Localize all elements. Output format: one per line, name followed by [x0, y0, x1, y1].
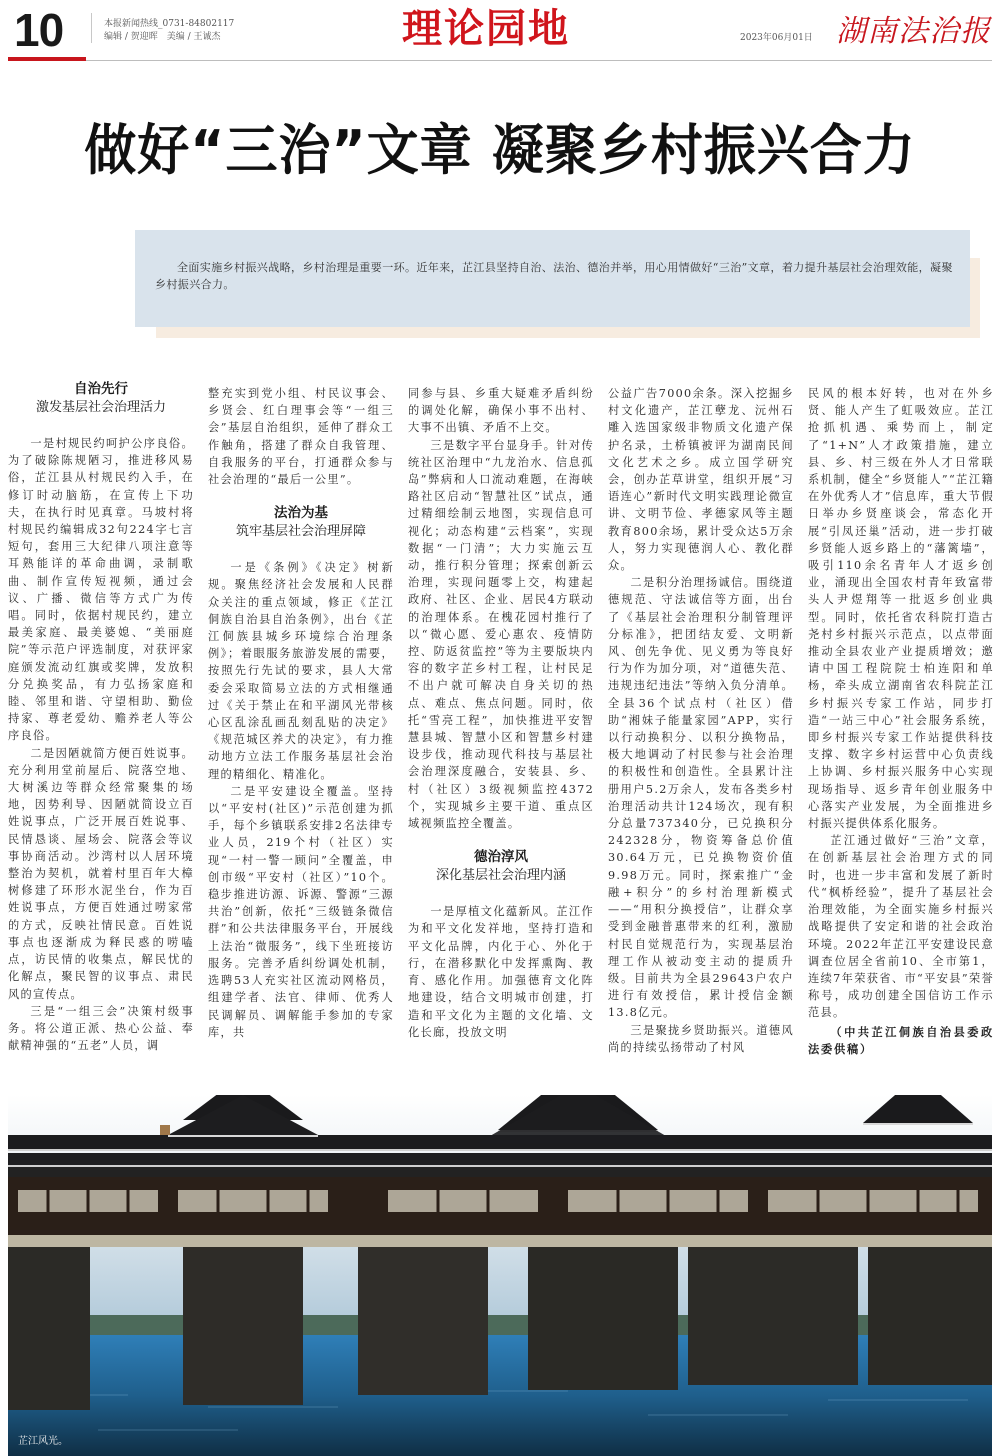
- section-subtitle: 筑牢基层社会治理屏障: [235, 524, 366, 540]
- article-headline: 做好“三治”文章 凝聚乡村振兴合力: [84, 119, 916, 183]
- section-heading-rule-of-law: [208, 504, 394, 541]
- section-title: 德治淳风: [474, 849, 528, 866]
- body-paragraph: 二是积分治理扬诚信。围绕道德规范、守法诚信等方面，出台了《基层社会治理积分制管理评分标准》，把团结友爱、文明新风、创先争优、见义勇为等良好行为作为加分项，对“道德失范、违规违纪违法”等纳入负分清单。全县36个试点村（社区）借助“湘妹子能量家园”APP，实行以行动换积分、以积分换物品，极大地调动了村民参与社会治理的积极性和创造性。全县累计注册用户5.2万余人，发布各类乡村治理活动共计124场次，现有积分总量737340分，已兑换积分242328分，物资筹备总价值30.64万元，已兑换物资价值9.98万元。同时，探索推广“金融+积分”的乡村治理新模式——“用积分换授信”，让群众享受到金融普惠带来的红利，激励村民自觉规范行为，实现基层治理工作从被动变主动的提质升级。目前共为全县29643户农户进行有效授信，累计授信金额13.8亿元。: [608, 576, 794, 1020]
- body-paragraph: 三是聚拢乡贤助振兴。道德风尚的持续弘扬带动了村风: [608, 1023, 794, 1054]
- article-column-2: [208, 385, 394, 1041]
- body-paragraph: 三是数字平台显身手。针对传统社区治理中“九龙治水、信息孤岛”弊病和人口流动难题，在海峡路社区启动“智慧社区”试点，通过精细绘制云地图，实现信息可视化；动态构建“云档案”，实现数据“一门清”；大力实施云互动，推行积分管理；探索创新云治理，实现问题零上交，构建起政府、社区、企业、居民4方联动的治理体系。在槐花园村推行了以“微心愿、爱心惠农、疫情防控、防返贫监控”等为主要版块内容的数字芷乡村工程，让村民足不出户就可解决自身关切的热点、难点、焦点问题。同时，依托“雪亮工程”，加快推进平安智慧县城、智慧小区和智慧乡村建设步伐，推动现代科技与基层社会治理深度融合，安装县、乡、村（社区）3级视频监控4372个，实现城乡主要干道、重点区域视频监控全覆盖。: [408, 438, 594, 831]
- body-paragraph: 公益广告7000余条。深入挖掘乡村文化遗产，芷江孽龙、沅州石雕入选国家级非物质文化遗产保护名录，土桥镇被评为湖南民间文化艺术之乡。成立国学研究会，创办芷草讲堂，组织开展“习语连心”新时代文明实践理论微宣讲、文明节俭、孝德家风等主题教育800余场，累计受众达5万余人，努力实现德润人心、教化群众。: [608, 387, 794, 573]
- article-column-3: [408, 385, 594, 1041]
- section-title: 理论园地: [402, 5, 570, 52]
- body-paragraph: 同参与县、乡重大疑难矛盾纠纷的调处化解，确保小事不出村、大事不出镇、矛盾不上交。: [408, 387, 594, 435]
- body-paragraph: 二是平安建设全覆盖。坚持以“平安村(社区)”示范创建为抓手，每个乡镇联系安排2名法律专业人员，219个村（社区）实现“一村一警一顾问”全覆盖，申创市级“平安村（社区）”10个。稳步推进访源、诉源、警源“三源共治”创新，依托“三级链条微信群”和公共法律服务平台，开展线上法治“微服务”，线下坐班接访服务。完善矛盾纠纷调处机制，选聘53人充实社区流动网格员，组建学者、法官、律师、优秀人民调解员、调解能手参加的专家库，共: [208, 784, 394, 1039]
- lead-box: [135, 230, 970, 327]
- article-column-1: [8, 380, 194, 1054]
- news-hotline: 本报新闻热线_0731-84802117: [104, 19, 235, 29]
- body-paragraph: 民风的根本好转，也对在外乡贤、能人产生了虹吸效应。芷江抢抓机遇、乘势而上，制定了“1+N”人才政策措施，建立县、乡、村三级在外人才日常联系机制，健全“乡贤能人”“芷江籍在外优秀人才”信息库，重大节假日举办乡贤座谈会，常态化开展“引凤还巢”活动，进一步打破乡贤能人返乡路上的“藩篱墙”，吸引110余名青年人才返乡创业，涌现出全国农村青年致富带头人尹煜翔等一批返乡创业典型。同时，依托省农科院打造古尧村乡村振兴示范点，以点带面推动全县农业产业提质增效；邀请中国工程院院士柏连阳和单杨，牵头成立湖南省农科院芷江乡村振兴专家工作站，同步打造“一站三中心”社会服务系统，即乡村振兴专家工作站提供科技支撑、数字乡村运营中心负责线上协调、乡村振兴服务中心实现现场指导、返乡青年创业服务中心落实产业发展，为全面推进乡村振兴提供体系化服务。: [808, 387, 994, 831]
- body-paragraph: 芷江通过做好“三治”文章，在创新基层社会治理方式的同时，也进一步丰富和发展了新时代“枫桥经验”，提升了基层社会治理效能，为全面实施乡村振兴战略提供了安定和谐的社会政治环境。2022年芷江平安建设民意调查位居全省前10、全市第1，连续7年荣获省、市“平安县”荣誉称号，成功创建全国信访工作示范县。: [808, 834, 994, 1020]
- article-column-5: [808, 385, 994, 1058]
- section-title: 自治先行: [74, 381, 128, 397]
- page-number-underline: [8, 57, 86, 61]
- body-paragraph: 一是《条例》《决定》树新规。聚焦经济社会发展和人民群众关注的重点领域，修正《芷江侗族自治县自治条例》，出台《芷江侗族县城乡环境综合治理条例》；着眼服务旅游发展的需要，按照先行先试的要求，县人大常委会采取简易立法的方式相继通过《关于禁止在和平湖风光带核心区乱涂乱画乱刻乱贴的决定》《规范城区养犬的决定》，有力推动地方立法工作服务基层社会治理的精细化、精准化。: [208, 561, 394, 781]
- section-title: 法治为基: [274, 505, 328, 522]
- masthead-rule: [86, 60, 992, 61]
- section-heading-rule-of-virtue: [408, 848, 594, 885]
- section-subtitle: 深化基层社会治理内涵: [435, 868, 566, 884]
- masthead-info: [104, 18, 234, 44]
- newspaper-logo: 湖南法治报: [836, 14, 991, 49]
- section-subtitle: 激发基层社会治理活力: [35, 400, 166, 415]
- bridge-photo: [8, 1095, 992, 1456]
- article-byline: （中共芷江侗族自治县委政法委供稿）: [808, 1025, 994, 1056]
- body-paragraph: 一是村规民约呵护公序良俗。为了破除陈规陋习，推进移风易俗，芷江县从村规民约入手，在修订时动脑筋，在宣传上下功夫，在执行时见真章。马坡村将村规民约编辑成32句224字七言短句，套用三大纪律八项注意等耳熟能详的革命曲调，录制歌曲、制作宣传短视频，通过会议、广播、微信等方式广为传唱。同时，依据村规民约，建立最美家庭、最美婆媳、“美丽庭院”等示范户评选制度，对获评家庭颁发流动红旗或奖牌，发放积分兑换奖品，有力弘扬家庭和睦、邻里和谐、守望相助、勤俭持家、尊老爱幼、赡养老人等公序良俗。: [8, 437, 194, 743]
- article-column-4: [608, 385, 794, 1056]
- issue-date: 2023年06月01日: [740, 33, 813, 43]
- body-paragraph: 三是“一组三会”决策村级事务。将公道正派、热心公益、奉献精神强的“五老”人员，调: [8, 1004, 194, 1053]
- photo-caption: 芷江风光。: [18, 1436, 68, 1447]
- page-number: 10: [14, 4, 64, 56]
- lead-paragraph: 全面实施乡村振兴战略，乡村治理是重要一环。近年来，芷江县坚持自治、法治、德治并举，用心用情做好“三治”文章，着力提升基层社会治理效能，凝聚乡村振兴合力。: [155, 261, 953, 291]
- masthead: [0, 0, 1000, 62]
- body-paragraph: 一是厚植文化蕴新风。芷江作为和平文化发祥地，坚持打造和平文化品牌，内化于心、外化于行，在潜移默化中发挥熏陶、教育、感化作用。加强德育文化阵地建设，结合文明城市创建，打造和平文化为主题的文化墙、文化长廊，投放文明: [408, 905, 594, 1039]
- body-paragraph: 整充实到党小组、村民议事会、乡贤会、红白理事会等“一组三会”基层自治组织，延伸了群众工作触角，搭建了群众自我管理、自我服务的平台，打通群众参与社会治理的“最后一公里”。: [208, 387, 394, 487]
- body-paragraph: 二是因陋就简方便百姓说事。充分利用堂前屋后、院落空地、大树溪边等群众经常聚集的场地，因势利导、因陋就简设立百姓说事点，广泛开展百姓说事、民情恳谈、屋场会、院落会等议事协商活动。沙湾村以人居环境整治为契机，就着村里百年大樟树修建了环形水泥坐台，作为百姓说事点，方便百姓通过唠家常的方式，反映社情民意。百姓说事点也逐渐成为释民惑的唠嗑点，访民情的收集点，解民忧的化解点，聚民智的议事点、肃民风的宣传点。: [8, 746, 194, 1001]
- masthead-divider: [91, 13, 92, 43]
- wind-rain-bridge-image: [8, 1095, 992, 1456]
- section-heading-autonomy: [8, 380, 194, 417]
- editor-credits: 编辑 / 贺迎晖 美编 / 王诚杰: [104, 32, 221, 42]
